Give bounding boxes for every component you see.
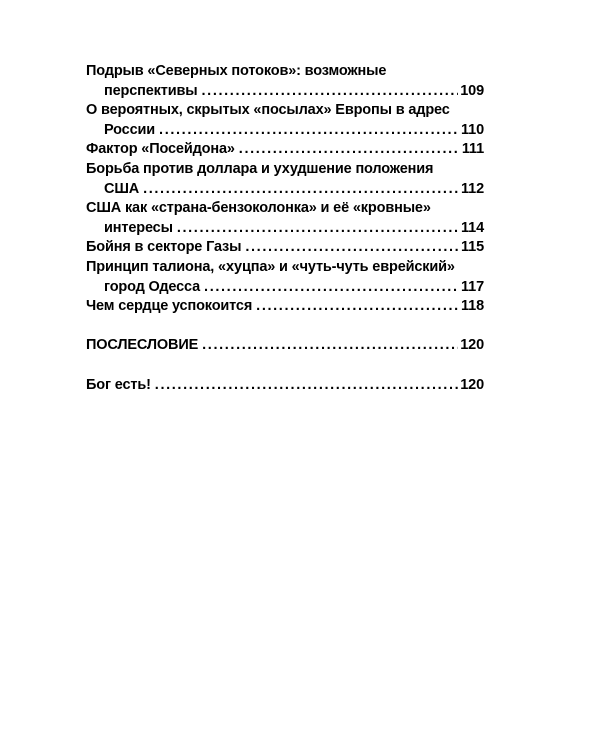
dot-leader	[202, 82, 459, 102]
toc-entry-gas-station[interactable]	[86, 199, 484, 238]
toc-entry-title-line2: перспективы	[104, 82, 198, 99]
dot-leader	[202, 336, 458, 356]
toc-page-number: 117	[461, 278, 484, 295]
toc-entry-title: Бог есть!	[86, 376, 151, 393]
toc-entry-dollar[interactable]	[86, 160, 484, 199]
toc-entry-title-line1: О вероятных, скрытых «посылах» Европы в адрес	[86, 102, 450, 119]
toc-entry-afterword[interactable]	[86, 336, 484, 356]
toc-entry-title-line2: США	[104, 180, 140, 197]
dot-leader	[177, 219, 459, 239]
toc-page-number: 110	[461, 121, 484, 138]
toc-entry-title: Бойня в секторе Газы	[86, 239, 242, 256]
dot-leader	[256, 297, 459, 317]
dot-leader	[204, 278, 459, 298]
dot-leader	[159, 121, 459, 141]
toc-page-number: 118	[461, 298, 484, 315]
toc-page-number: 109	[460, 82, 484, 99]
toc-entry-title-line2: интересы	[104, 219, 173, 236]
toc-entry-title: Фактор «Посейдона»	[86, 141, 235, 158]
table-of-contents	[86, 62, 484, 395]
toc-entry-europe-messages[interactable]	[86, 101, 484, 140]
toc-page-number: 120	[460, 337, 484, 354]
toc-entry-title: Чем сердце успокоится	[86, 298, 253, 315]
toc-entry-heart[interactable]	[86, 297, 484, 317]
toc-page-number: 111	[461, 141, 484, 158]
toc-entry-talion[interactable]	[86, 258, 484, 297]
toc-entry-gaza[interactable]	[86, 238, 484, 258]
toc-entry-title-line1: США как «страна-бензоколонка» и её «кровные»	[86, 200, 431, 217]
toc-entry-title-line2: город Одесса	[104, 278, 201, 295]
toc-entry-poseidon[interactable]	[86, 140, 484, 160]
dot-leader	[239, 140, 460, 160]
dot-leader	[245, 238, 459, 258]
toc-entry-nord-stream[interactable]	[86, 62, 484, 101]
toc-entry-title-line2: России	[104, 121, 156, 138]
toc-entry-title-line1: Принцип талиона, «хуцпа» и «чуть-чуть еврейский»	[86, 258, 455, 275]
toc-entry-title-line1: Подрыв «Северных потоков»: возможные	[86, 63, 387, 79]
toc-page-number: 112	[461, 180, 484, 197]
toc-page-number: 114	[461, 219, 484, 236]
toc-entry-title: ПОСЛЕСЛОВИЕ	[86, 337, 199, 354]
toc-entry-god-exists[interactable]	[86, 376, 484, 396]
dot-leader	[155, 376, 458, 396]
dot-leader	[143, 180, 459, 200]
toc-page-number: 115	[461, 239, 484, 256]
toc-page-number: 120	[460, 376, 484, 393]
toc-entry-title-line1: Борьба против доллара и ухудшение положения	[86, 160, 434, 177]
